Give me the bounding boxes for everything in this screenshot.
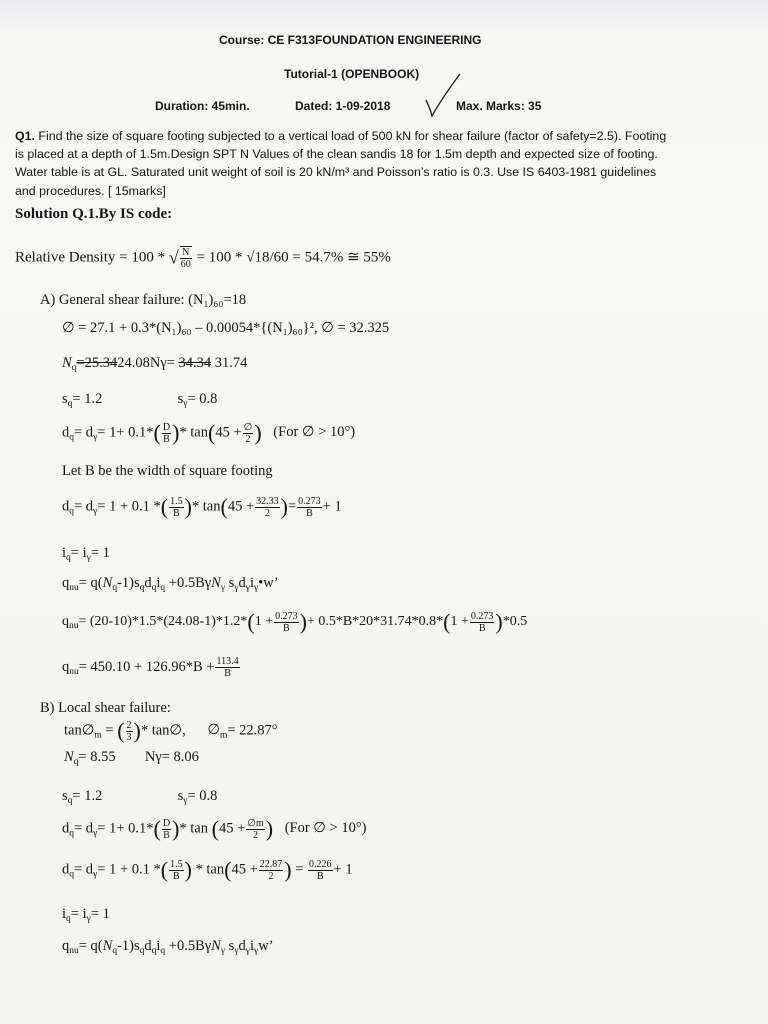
question-body: Find the size of square footing subjected to a vertical load of 500 kN for shear failure (factor of safety=2.5). Footing is placed at a depth of 1.5m.Design SPT N Values of the clean sandis 18 for 1.5m depth and expected size of footing. Water table is at GL. Saturated unit weight of soil is 20 kN/m³ and Poisson’s ratio is 0.3. Use IS 6403-1981 guidelines and procedures. [ 15marks] bbox=[15, 129, 667, 198]
ny-corrected-value: 31.74 bbox=[211, 355, 248, 371]
course-title: Course: CE F313FOUNDATION ENGINEERING bbox=[219, 33, 482, 47]
qnu-final-num: 113.4 bbox=[216, 656, 239, 667]
solution-heading: Solution Q.1.By IS code: bbox=[15, 206, 173, 222]
checkmark-icon bbox=[420, 70, 470, 120]
iq-value-b: = 1 bbox=[90, 906, 110, 922]
iq-value-a: = 1 bbox=[90, 545, 110, 561]
sq-value-b: = 1.2 bbox=[72, 788, 103, 804]
part-a-title: A) General shear failure: (N₁)₆₀=18 bbox=[40, 292, 247, 308]
qnu-final-text: = 450.10 + 126.96*B + bbox=[78, 658, 215, 675]
nq-value: 24.08Nγ= bbox=[117, 355, 179, 371]
dq-condition-b: (For ∅ > 10°) bbox=[284, 820, 367, 837]
shape-factors-a: $s_q= 1.2$ $s_\gamma= 0.8$ bbox=[62, 391, 218, 409]
depth-factor-value-a: $d_q= d_\gamma= 1 + 0.1$ *( $\frac{1.5}{B}$ )* tan(45 + $\frac{32.33}{2}$ )= $\frac{0.273}{B}$ + 1 bbox=[62, 494, 342, 519]
dq-phi-den-a: 2 bbox=[264, 507, 270, 519]
dq-res-num-a: 0.273 bbox=[298, 495, 321, 507]
date: Dated: 1-09-2018 bbox=[295, 99, 391, 113]
dq-d-num-a: 1.5 bbox=[170, 495, 183, 507]
rd-lhs: Relative Density = 100 * bbox=[15, 249, 166, 266]
dq-res-den-b: B bbox=[316, 870, 324, 882]
qnu-sub1: = (20-10)*1.5*(24.08-1)*1.2* bbox=[78, 614, 248, 630]
ny-value-b: Nγ= 8.06 bbox=[144, 749, 199, 765]
qnu-final-a: $q_{nu}= 450.10 + 126.96*B$ + $\frac{113.4}{B}$ bbox=[62, 656, 239, 679]
qnu-formula-b: $q_{nu}= q(N_q-1)s_qd_qi_q +0.5B\gamma N_\gamma$ $s_\gamma d_\gamma i_\gamma w$’ bbox=[62, 938, 274, 956]
dq-phi-num-a: 32.33 bbox=[256, 495, 279, 507]
sqrt-frac: √ $\frac{N}{60}$ bbox=[168, 247, 191, 270]
qnu-substitution-a: $q_{nu}= (20-10)*1.5*(24.08-1)*1.2*(1$ + $\frac{0.273}{B}$ )+ 0.5*B*20*31.74*0.8*(1 + $\frac{0.273}{B}$ )*0.5 bbox=[62, 609, 528, 634]
dq-res-den-a: B bbox=[306, 507, 313, 519]
rd-num: N bbox=[180, 247, 192, 259]
dq-arg-a: 45 + bbox=[215, 424, 242, 441]
qnu-formula-a: $q_{nu}= q(N_q-1)s_qd_qi_q +0.5B\gamma N_\gamma$ $s_\gamma d_\gamma i_\gamma•w$’ bbox=[62, 575, 279, 593]
tutorial-title: Tutorial-1 (OPENBOOK) bbox=[284, 67, 420, 81]
qnu-final-den: B bbox=[224, 668, 231, 679]
nq-sub: q bbox=[71, 363, 77, 373]
question-text bbox=[15, 127, 675, 200]
dq-d-den-a: B bbox=[172, 507, 180, 519]
dq-res-plus-a: + 1 bbox=[322, 498, 342, 515]
tan-rhs: * tan∅, bbox=[140, 722, 186, 739]
shape-factors-b: $s_q= 1.2$ $s_\gamma= 0.8$ bbox=[62, 788, 218, 806]
duration: Duration: 45min. bbox=[155, 99, 250, 113]
phi-formula: ∅ = 27.1 + 0.3*(N₁)₆₀ – 0.00054*{(N₁)₆₀}², ∅ = 32.325 bbox=[62, 320, 390, 336]
dq-eq1b-a: = 1+ 0.1* bbox=[97, 424, 154, 441]
dq-eq1b-b: = 1+ 0.1* bbox=[97, 820, 154, 837]
dq-condition-a: (For ∅ > 10°) bbox=[273, 424, 356, 441]
relative-density-line bbox=[15, 246, 391, 270]
sy-value-b: = 0.8 bbox=[187, 788, 218, 804]
depth-factor-formula-b: $d_q= d_\gamma= 1+ 0.1*$( $\frac{D}{B}$ )* tan (45 + $\frac{\emptyset m}{2}$ ) (For ∅ > 10°) bbox=[62, 816, 367, 841]
bearing-factors-b: $N_q= 8.55$ Nγ= 8.06 bbox=[64, 749, 199, 767]
qnu-sub1-end: *0.5 bbox=[502, 614, 528, 630]
dq-phi-num-b: 22.87 bbox=[259, 858, 283, 870]
phim-value: = 22.87° bbox=[227, 722, 278, 739]
rd-rhs: = 100 * √18/60 = 54.7% ≅ 55% bbox=[196, 249, 391, 266]
nq-symbol: N bbox=[62, 355, 72, 371]
depth-factor-formula-a: $d_q= d_\gamma= 1+ 0.1*$( $\frac{D}{B}$ )* tan(45 + $\frac{\emptyset}{2}$ ) (For ∅ > 10°) bbox=[62, 420, 356, 445]
depth-factor-value-b: $d_q= d_\gamma= 1 + 0.1$ *( $\frac{1.5}{B}$ ) * tan(45 + $\frac{22.87}{2}$ ) = $\frac{0.226}{B}$ + 1 bbox=[62, 857, 353, 882]
inclination-factors-a: $i_q= i_\gamma= 1$ bbox=[62, 545, 110, 563]
dq-eq2-b: = 1 + 0.1 * bbox=[97, 861, 161, 878]
bearing-factors-a bbox=[62, 355, 247, 373]
tan-phim-line: $\tan\emptyset_m$ = ( $\frac{2}{3}$ )* tan∅, $\emptyset_m= 22.87^\circ$ bbox=[64, 718, 278, 743]
ny-struck-value: 34.34 bbox=[178, 355, 212, 371]
question-label: Q1. bbox=[15, 129, 35, 143]
nq-struck-value: =25.34 bbox=[76, 355, 118, 371]
inclination-factors-b: $i_q= i_\gamma= 1$ bbox=[62, 906, 110, 924]
nq-value-b: = 8.55 bbox=[78, 749, 116, 765]
dq-res-num-b: 0.226 bbox=[309, 858, 332, 870]
sq-value-a: = 1.2 bbox=[72, 391, 103, 407]
rd-den: 60 bbox=[180, 259, 191, 270]
dq-tan-a: * tan bbox=[179, 424, 208, 441]
dq-eq-a: = d bbox=[74, 424, 94, 441]
dq-res-plus-b: + 1 bbox=[333, 861, 353, 878]
dq-phi-den-b: 2 bbox=[268, 870, 274, 882]
let-b-text: Let B be the width of square footing bbox=[62, 463, 273, 479]
sy-value-a: = 0.8 bbox=[187, 391, 218, 407]
part-b-title: B) Local shear failure: bbox=[40, 700, 171, 716]
dq-eq2-a: = 1 + 0.1 * bbox=[97, 498, 161, 515]
qnu-sub1-mid: + 0.5*B*20*31.74*0.8* bbox=[306, 614, 444, 630]
max-marks: Max. Marks: 35 bbox=[456, 99, 542, 113]
